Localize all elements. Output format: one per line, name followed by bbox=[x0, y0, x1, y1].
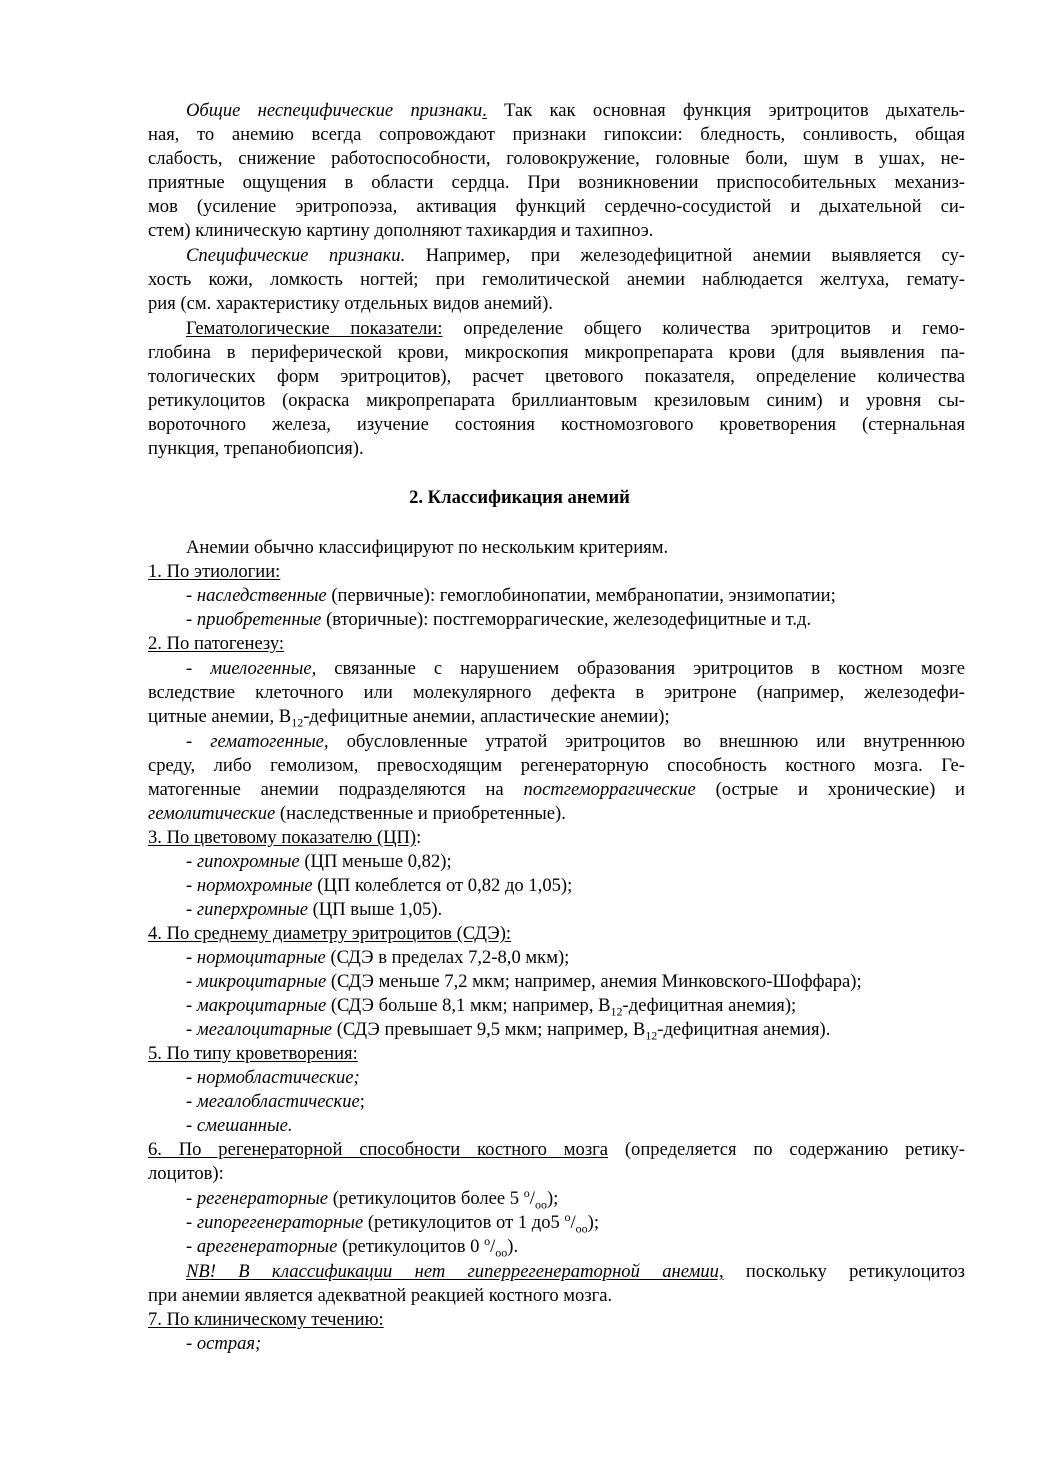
c6-heading-rest: (определяется по содержанию ретику- bbox=[608, 1139, 965, 1160]
c3-c-text: (ЦП выше 1,05). bbox=[307, 899, 443, 920]
dash: - bbox=[186, 899, 197, 920]
c3-a-text: (ЦП меньше 0,82); bbox=[299, 851, 452, 872]
dash: - bbox=[186, 585, 197, 606]
c6-a-sub: оо bbox=[534, 1197, 547, 1212]
p3-lead: Гематологические показатели: bbox=[186, 318, 443, 339]
p1-lead: Общие неспецифические признаки bbox=[186, 100, 483, 121]
c7-heading bbox=[148, 1308, 965, 1332]
p2-line-2: хость кожи, ломкость ногтей; при гемолитической анемии наблюдается желтуха, гемату- bbox=[148, 269, 965, 290]
dash: - bbox=[186, 1067, 197, 1088]
c6-a-sup: о bbox=[523, 1185, 530, 1200]
c2-a-line-1 bbox=[186, 657, 965, 681]
dash: - bbox=[186, 1188, 197, 1209]
c3-heading-text: 3. По цветовому показателю (ЦП) bbox=[148, 827, 417, 848]
p1-lead-end: . bbox=[482, 100, 487, 121]
slash: / bbox=[490, 1236, 496, 1257]
c6-c-sup: о bbox=[484, 1233, 491, 1248]
p1-line-6: стем) клиническую картину дополняют тахикардия и тахипноэ. bbox=[148, 220, 654, 241]
c6-heading-text: 6. По регенераторной способности костного мозга bbox=[148, 1139, 609, 1160]
c2-b-line-4 bbox=[148, 802, 965, 826]
c2-a-line-2: вследствие клеточного или молекулярного дефекта в эритроне (например, железодефи- bbox=[148, 682, 965, 703]
c6-item-b bbox=[186, 1211, 1003, 1235]
c4-item-a bbox=[186, 946, 1003, 970]
p2-line-1 bbox=[186, 244, 965, 268]
dash: - bbox=[186, 609, 197, 630]
c2-a-text-3b: -дефицитные анемии, апластические анемии); bbox=[303, 706, 670, 727]
p3-line-3: тологических форм эритроцитов), расчет цветового показателя, определение количества bbox=[148, 366, 965, 387]
c2-a-subscript: 12 bbox=[291, 715, 304, 730]
c2-a-text-3a: цитные анемии, В bbox=[148, 706, 292, 727]
c1-heading-text: 1. По этиологии: bbox=[148, 561, 281, 582]
p2-text-1: Например, при железодефицитной анемии выявляется су- bbox=[405, 245, 965, 266]
c4-c-text-a: (СДЭ больше 8,1 мкм; например, В bbox=[326, 995, 611, 1016]
c1-item-a bbox=[186, 584, 1003, 608]
c4-heading bbox=[148, 922, 965, 946]
c5-b-term: мегалобластические bbox=[196, 1091, 360, 1112]
dash: - bbox=[186, 1236, 197, 1257]
c2-heading bbox=[148, 632, 965, 656]
c5-c-term: смешанные. bbox=[196, 1115, 293, 1136]
c3-item-a bbox=[186, 850, 1003, 874]
c5-heading bbox=[148, 1042, 965, 1066]
c6-b-sup: о bbox=[564, 1209, 571, 1224]
c3-a-term: гипохромные bbox=[196, 851, 300, 872]
intro-line: Анемии обычно классифицируют по нескольким критериям. bbox=[186, 537, 669, 558]
c5-item-b bbox=[186, 1090, 1003, 1114]
c6-nb-note: NB! В классификации нет гиперрегенераторной анемии, bbox=[186, 1261, 724, 1282]
c7-item-a bbox=[186, 1332, 1003, 1356]
c4-d-text-a: (СДЭ превышает 9,5 мкм; например, В bbox=[332, 1019, 646, 1040]
c2-b-line-2: среду, либо гемолизом, превосходящим регенераторную способность костного мозга. Ге- bbox=[148, 755, 965, 776]
p3-line-5: вороточного железа, изучение состояния костномозгового кроветворения (стернальная bbox=[148, 414, 965, 435]
slash: / bbox=[570, 1212, 576, 1233]
p3-line-1 bbox=[186, 317, 965, 341]
c6-item-c bbox=[186, 1235, 1003, 1259]
slash: / bbox=[529, 1188, 535, 1209]
dash: - bbox=[186, 731, 211, 752]
c1-a-term: наследственные bbox=[196, 585, 327, 606]
c4-c-term: макроцитарные bbox=[196, 995, 327, 1016]
c6-c-text: (ретикулоцитов 0 bbox=[337, 1236, 485, 1257]
c6-item-a bbox=[186, 1187, 1003, 1211]
c6-b-end: ); bbox=[587, 1212, 600, 1233]
c3-heading bbox=[148, 826, 965, 850]
p1-line-2: ная, то анемию всегда сопровождают признаки гипоксии: бледность, сонливость, общая bbox=[148, 124, 965, 145]
c4-heading-text: 4. По среднему диаметру эритроцитов (СДЭ): bbox=[148, 923, 512, 944]
c4-b-term: микроцитарные bbox=[196, 971, 327, 992]
dash: - bbox=[186, 947, 197, 968]
c6-a-end: ); bbox=[546, 1188, 559, 1209]
c1-b-text: (вторичные): постгеморрагические, железодефицитные и т.д. bbox=[321, 609, 812, 630]
c2-b-line-3 bbox=[148, 778, 965, 802]
c4-a-term: нормоцитарные bbox=[196, 947, 326, 968]
c5-item-c bbox=[186, 1114, 1003, 1138]
c3-b-term: нормохромные bbox=[196, 875, 313, 896]
c6-heading-line-2: лоцитов): bbox=[148, 1163, 224, 1184]
p2-lead: Специфические признаки. bbox=[186, 245, 406, 266]
c6-nb-line-1 bbox=[186, 1260, 965, 1284]
c6-b-term: гипорегенераторные bbox=[196, 1212, 364, 1233]
c4-a-text: (СДЭ в пределах 7,2-8,0 мкм); bbox=[325, 947, 570, 968]
c4-d-term: мегалоцитарные bbox=[196, 1019, 333, 1040]
c5-heading-text: 5. По типу кроветворения: bbox=[148, 1043, 358, 1064]
p1-line-5: мов (усиление эритропоэза, активация функций сердечно-сосудистой и дыхательной си- bbox=[148, 196, 965, 217]
p1-text-1: Так как основная функция эритроцитов дыхатель- bbox=[486, 100, 965, 121]
c2-a-line-3 bbox=[148, 705, 965, 729]
dash: - bbox=[186, 1115, 197, 1136]
p1-line-1 bbox=[186, 99, 965, 123]
c4-c-text-b: -дефицитная анемия); bbox=[622, 995, 797, 1016]
c4-b-text: (СДЭ меньше 7,2 мкм; например, анемия Минковского-Шоффара); bbox=[326, 971, 862, 992]
c2-b-text-1: обусловленные утратой эритроцитов во внешнюю или внутреннюю bbox=[328, 731, 966, 752]
dash: - bbox=[186, 995, 197, 1016]
c6-a-text: (ретикулоцитов более 5 bbox=[328, 1188, 524, 1209]
c2-b-term-2: постгеморрагические bbox=[523, 779, 696, 800]
c6-a-term: регенераторные bbox=[196, 1188, 329, 1209]
c4-item-b bbox=[186, 970, 1003, 994]
c3-c-term: гиперхромные bbox=[196, 899, 308, 920]
p3-line-2: глобина в периферической крови, микроскопия микропрепарата крови (для выявления па- bbox=[148, 342, 965, 363]
p2-line-3: рия (см. характеристику отдельных видов анемий). bbox=[148, 293, 553, 314]
c6-heading bbox=[148, 1138, 965, 1162]
c6-c-sub: оо bbox=[495, 1245, 508, 1260]
dash: - bbox=[186, 658, 211, 679]
c1-item-b bbox=[186, 608, 1003, 632]
dash: - bbox=[186, 1019, 197, 1040]
p1-line-3: слабость, снижение работоспособности, головокружение, головные боли, шум в ушах, не- bbox=[148, 148, 965, 169]
c4-d-text-b: -дефицитная анемия). bbox=[657, 1019, 831, 1040]
section-title: 2. Классификация анемий bbox=[409, 487, 630, 508]
c2-a-term: миелогенные, bbox=[210, 658, 317, 679]
c4-d-subscript: 12 bbox=[645, 1028, 658, 1043]
c2-b-term: гематогенные, bbox=[210, 731, 329, 752]
dash: - bbox=[186, 1333, 197, 1354]
c3-heading-end: : bbox=[416, 827, 422, 848]
c2-b-line-1 bbox=[186, 730, 965, 754]
c3-b-text: (ЦП колеблется от 0,82 до 1,05); bbox=[312, 875, 573, 896]
c6-c-end: ). bbox=[507, 1236, 519, 1257]
c7-heading-text: 7. По клиническому течению: bbox=[148, 1309, 384, 1330]
p1-line-4: приятные ощущения в области сердца. При возникновении приспособительных механиз- bbox=[148, 172, 965, 193]
c2-a-text-1: связанные с нарушением образования эритроцитов в костном мозге bbox=[316, 658, 965, 679]
c6-b-sub: оо bbox=[575, 1221, 588, 1236]
c6-c-term: арегенераторные bbox=[196, 1236, 338, 1257]
c4-item-d bbox=[186, 1018, 1003, 1042]
p3-line-6: пункция, трепанобиопсия). bbox=[148, 438, 364, 459]
c5-b-end: ; bbox=[359, 1091, 365, 1112]
dash: - bbox=[186, 851, 197, 872]
c6-nb-text: поскольку ретикулоцитоз bbox=[723, 1261, 966, 1282]
c3-item-c bbox=[186, 898, 1003, 922]
c4-item-c bbox=[186, 994, 1003, 1018]
dash: - bbox=[186, 875, 197, 896]
c3-item-b bbox=[186, 874, 1003, 898]
c2-heading-text: 2. По патогенезу: bbox=[148, 633, 285, 654]
c5-item-a bbox=[186, 1066, 1003, 1090]
c2-b-text-3a: матогенные анемии подразделяются на bbox=[148, 779, 524, 800]
c1-a-text: (первичные): гемоглобинопатии, мембранопатии, энзимопатии; bbox=[326, 585, 836, 606]
c7-a-term: острая; bbox=[196, 1333, 262, 1354]
c2-b-term-3: гемолитические bbox=[148, 803, 276, 824]
p3-text-1: определение общего количества эритроцитов и гемо- bbox=[442, 318, 965, 339]
c1-heading bbox=[148, 560, 965, 584]
p3-line-4: ретикулоцитов (окраска микропрепарата бриллиантовым крезиловым синим) и уровня сы- bbox=[148, 390, 965, 411]
c6-b-text: (ретикулоцитов от 1 до5 bbox=[363, 1212, 565, 1233]
c2-b-text-4: (наследственные и приобретенные). bbox=[275, 803, 566, 824]
dash: - bbox=[186, 1091, 197, 1112]
c2-b-text-3b: (острые и хронические) и bbox=[695, 779, 966, 800]
c1-b-term: приобретенные bbox=[196, 609, 322, 630]
c6-nb-line-2: при анемии является адекватной реакцией костного мозга. bbox=[148, 1285, 613, 1306]
c4-c-subscript: 12 bbox=[610, 1004, 623, 1019]
c5-a-term: нормобластические; bbox=[196, 1067, 360, 1088]
dash: - bbox=[186, 1212, 197, 1233]
dash: - bbox=[186, 971, 197, 992]
